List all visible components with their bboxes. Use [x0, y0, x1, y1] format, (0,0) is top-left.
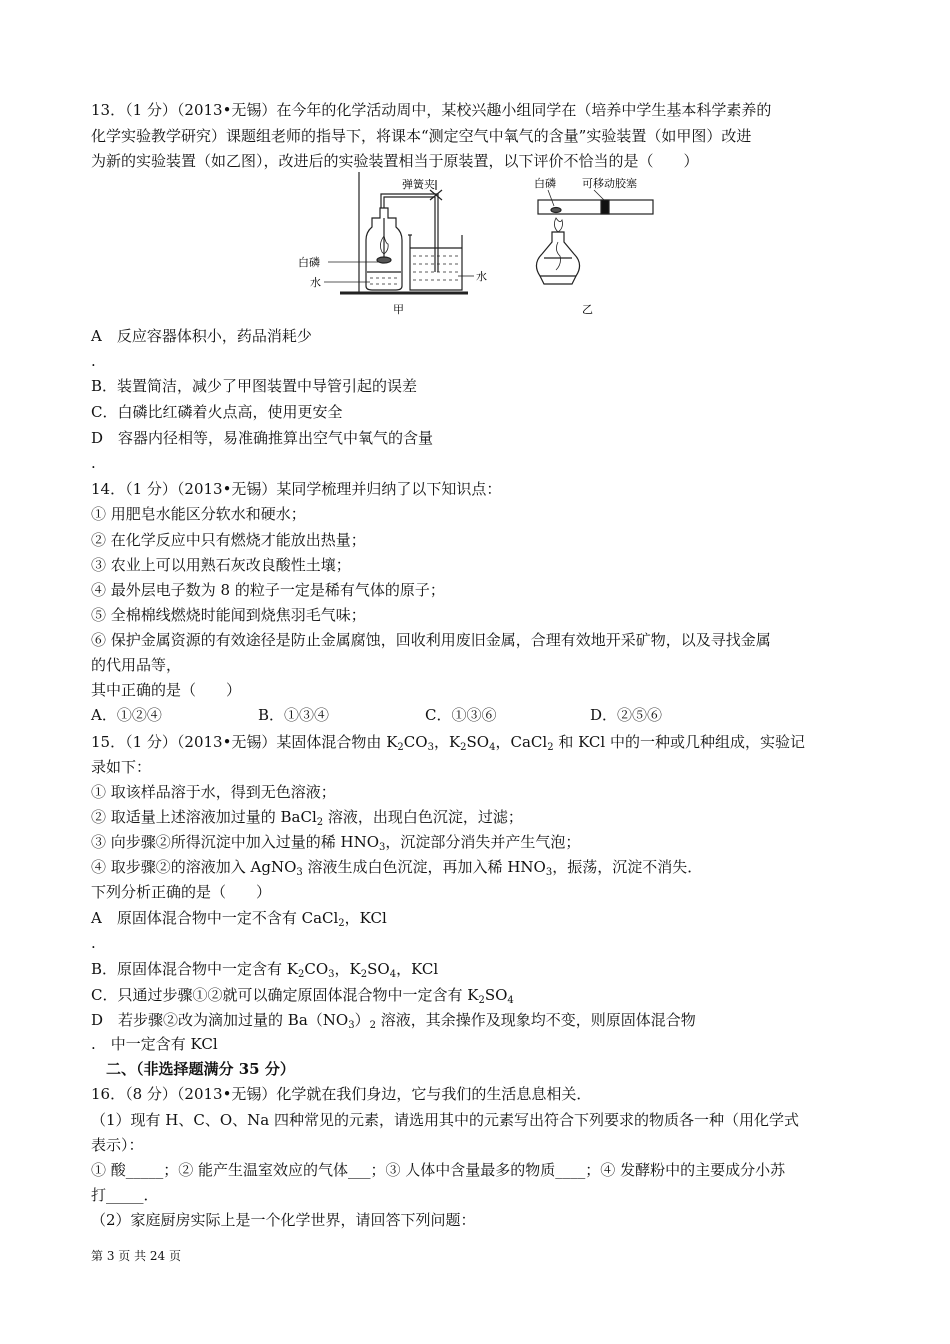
q13-option-d: D 容器内径相等，易准确推算出空气中氧气的含量 — [91, 429, 434, 447]
apparatus-jia — [324, 172, 474, 293]
q15-option-a: A 原固体混合物中一定不含有 CaCl$_2$，KCl — [91, 909, 387, 929]
q13-line-1: 13．（1 分）（2013•无锡）在今年的化学活动周中，某校兴趣小组同学在（培养中学生基本科学素养的 — [91, 101, 772, 119]
q14-item-3: ③ 农业上可以用熟石灰改良酸性土壤； — [91, 556, 351, 574]
q13-option-b: B．装置简洁，减少了甲图装置中导管引起的误差 — [91, 377, 418, 395]
q14-item-1: ① 用肥皂水能区分软水和硬水； — [91, 505, 306, 523]
q16-part-1-blanks-cont: 打_____． — [91, 1186, 159, 1204]
q14-item-4: ④ 最外层电子数为 8 的粒子一定是稀有气体的原子； — [91, 581, 445, 599]
q13-option-a: A 反应容器体积小，药品消耗少 — [91, 327, 312, 345]
label-white-phosphorus-right: 白磷 — [534, 177, 556, 190]
q14-item-5: ⑤ 全棉棉线燃烧时能闻到烧焦羽毛气味； — [91, 606, 366, 624]
q14-option-c: C．①③⑥ — [425, 706, 497, 724]
q15-option-d: D 若步骤②改为滴加过量的 $Ba(NO_3)_2$ 溶液，其余操作及现象均不变，则原固体混合物 — [91, 1011, 696, 1031]
q15-option-a-dot: . — [91, 934, 96, 952]
q16-part-1-cont: 表示）： — [91, 1136, 144, 1154]
label-spring-clip: 弹簧夹 — [402, 178, 435, 191]
label-movable-plug: 可移动胶塞 — [582, 177, 637, 190]
label-water-right: 水 — [476, 270, 487, 283]
apparatus-yi — [536, 190, 653, 284]
q15-title: 15．（1 分）（2013•无锡）某固体混合物由 $K_2CO_3$，$K_2SO_4$，CaCl$_2$ 和 KCl 中的一种或几种组成，实验记 — [91, 733, 805, 753]
q14-ask: 其中正确的是（ ） — [91, 681, 242, 699]
q15-step-3: ③ 向步骤②所得沉淀中加入过量的稀 $HNO_3$，沉淀部分消失并产生气泡； — [91, 833, 581, 853]
q15-ask: 下列分析正确的是（ ） — [91, 883, 272, 901]
q15-option-d-cont: . 中一定含有 KCl — [91, 1035, 218, 1053]
q14-item-6: ⑥ 保护金属资源的有效途径是防止金属腐蚀，回收利用废旧金属，合理有效地开采矿物，以及寻找金属 — [91, 631, 771, 649]
q16-part-1: （1）现有 H、C、O、Na 四种常见的元素，请选用其中的元素写出符合下列要求的物质各一种（用化学式 — [91, 1111, 800, 1129]
q13-line-3: 为新的实验装置（如乙图），改进后的实验装置相当于原装置，以下评价不恰当的是（ ） — [91, 152, 699, 170]
q15-option-c: C．只通过步骤①②就可以确定原固体混合物中一定含有 $K_2SO_4$ — [91, 986, 514, 1006]
page-number-footer: 第 3 页 共 24 页 — [91, 1249, 181, 1263]
q14-option-a: A．①②④ — [91, 706, 162, 724]
q15-option-b: B．原固体混合物中一定含有 $K_2CO_3$，$K_2SO_4$，KCl — [91, 960, 439, 980]
q16-title: 16．（8 分）（2013•无锡）化学就在我们身边，它与我们的生活息息相关． — [91, 1085, 592, 1103]
q14-option-d: D．②⑤⑥ — [590, 706, 663, 724]
q14-item-2: ② 在化学反应中只有燃烧才能放出热量； — [91, 531, 366, 549]
caption-jia: 甲 — [393, 303, 404, 316]
label-white-phosphorus-left: 白磷 — [298, 256, 320, 269]
q16-part-1-blanks: ① 酸_____；② 能产生温室效应的气体___；③ 人体中含量最多的物质____；④ 发酵粉中的主要成分小苏 — [91, 1161, 786, 1179]
apparatus-figure — [290, 172, 660, 320]
section-2-heading: 二、（非选择题满分 35 分） — [91, 1060, 295, 1078]
q14-option-b: B．①③④ — [258, 706, 330, 724]
q13-line-2: 化学实验教学研究）课题组老师的指导下，将课本“测定空气中氧气的含量”实验装置（如甲图）改进 — [91, 127, 752, 145]
q13-option-a-dot: . — [91, 352, 96, 370]
q15-step-4: ④ 取步骤②的溶液加入 AgNO$_3$ 溶液生成白色沉淀，再加入稀 $HNO_3$，振荡，沉淀不消失． — [91, 858, 703, 878]
q13-option-c: C．白磷比红磷着火点高，使用更安全 — [91, 403, 343, 421]
q16-part-2: （2）家庭厨房实际上是一个化学世界，请回答下列问题： — [91, 1211, 476, 1229]
q14-item-6-cont: 的代用品等， — [91, 656, 182, 674]
q13-option-d-dot: . — [91, 454, 96, 472]
label-water-left: 水 — [310, 276, 321, 289]
q15-step-2: ② 取适量上述溶液加过量的 BaCl$_2$ 溶液，出现白色沉淀，过滤； — [91, 808, 523, 828]
q15-title-cont: 录如下： — [91, 758, 152, 776]
caption-yi: 乙 — [582, 303, 593, 316]
q15-step-1: ① 取该样品溶于水，得到无色溶液； — [91, 783, 336, 801]
q14-title: 14．（1 分）（2013•无锡）某同学梳理并归纳了以下知识点： — [91, 480, 502, 498]
